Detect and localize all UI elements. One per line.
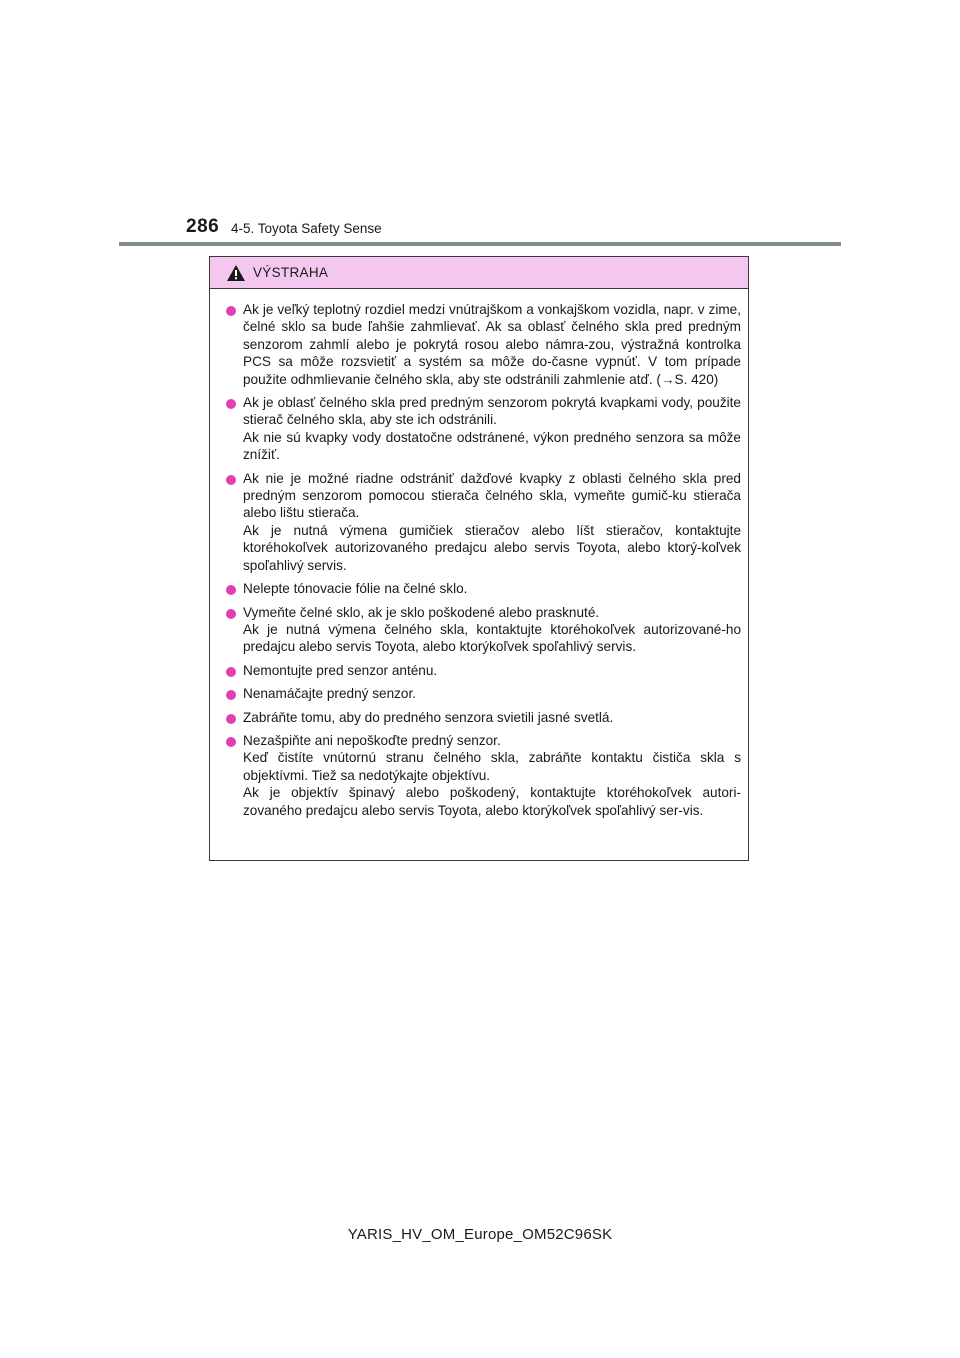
warning-item-paragraph: Nezašpiňte ani nepoškoďte predný senzor. [243,732,501,748]
warning-header [210,257,748,289]
warning-item-paragraph: Vymeňte čelné sklo, ak je sklo poškodené alebo prasknuté. [243,604,600,620]
warning-item [226,394,741,464]
warning-item-text [243,604,741,656]
header-divider [119,242,841,246]
warning-item [226,580,741,597]
warning-item [226,301,741,388]
page-number: 286 [186,216,220,237]
warning-item [226,709,741,726]
warning-item-text [243,685,741,702]
warning-item-paragraph: Nenamáčajte predný senzor. [243,686,417,702]
warning-item-paragraph: Keď čistíte vnútornú stranu čelného skla, zabráňte kontaktu čističa skla s objektívmi. Tiež sa nedotýkajte objektívu. [243,750,741,783]
warning-item [226,685,741,702]
bullet-icon [226,609,236,619]
bullet-icon [226,306,236,316]
warning-item-paragraph: Ak je nutná výmena čelného skla, kontaktujte ktoréhokoľvek autorizované-ho predajcu alebo servis Toyota, alebo ktorýkoľvek spoľahlivý servis. [243,621,741,655]
warning-item [226,604,741,656]
warning-item [226,470,741,574]
warning-item-text [243,709,741,726]
warning-item-paragraph: Ak je oblasť čelného skla pred predným senzorom pokrytá kvapkami vody, použite stierač čelného skla, aby ste ich odstránili. [243,395,741,428]
warning-item-text [243,580,741,597]
bullet-icon [226,737,236,747]
warning-item-paragraph: Ak nie sú kvapky vody dostatočne odstránené, výkon predného senzora sa môže znížiť. [243,429,741,463]
section-title: 4-5. Toyota Safety Sense [231,221,382,236]
warning-item [226,732,741,819]
warning-triangle-icon [226,264,246,282]
bullet-icon [226,690,236,700]
warning-item-paragraph: Ak nie je možné riadne odstrániť dažďové kvapky z oblasti čelného skla pred predným senzorom pomocou stierača čelného skla, vymeňte gumič-ku stierača alebo lištu stierača. [243,470,741,521]
bullet-icon [226,399,236,409]
bullet-icon [226,714,236,724]
bullet-icon [226,585,236,595]
warning-item-paragraph: Nemontujte pred senzor anténu. [243,662,438,678]
warning-item-text [243,301,741,388]
warning-item-paragraph: Ak je veľký teplotný rozdiel medzi vnútrajškom a vonkajškom vozidla, napr. v zime, čelné sklo sa bude ľahšie zahmlievať. Ak sa oblasť čelného skla pred predným senzorom zahmlí alebo je pokrytá rosou alebo námra-zou, výstražná kontrolka PCS sa môže rozsvietiť a systém sa môže do-časne vypnúť. V tom prípade použite odhmlievanie čelného skla, aby ste odstránili zahmlenie atď. (→S. 420) [243,302,741,387]
warning-item [226,662,741,679]
warning-list [210,289,748,819]
warning-item-paragraph: Ak je nutná výmena gumičiek stieračov alebo líšt stieračov, kontaktujte ktoréhokoľvek autorizovaného predajcu alebo servis Toyota, alebo ktorý-koľvek spoľahlivý servis. [243,522,741,573]
warning-item-text [243,394,741,464]
warning-title: VÝSTRAHA [253,265,329,280]
warning-item-paragraph: Zabráňte tomu, aby do predného senzora svietili jasné svetlá. [243,709,614,725]
warning-item-paragraph: Nelepte tónovacie fólie na čelné sklo. [243,581,468,597]
warning-item-text [243,732,741,819]
bullet-icon [226,667,236,677]
warning-item-paragraph: Ak je objektív špinavý alebo poškodený, kontaktujte ktoréhokoľvek autori-zovaného predajcu alebo servis Toyota, alebo ktorýkoľvek spoľahlivý ser-vis. [243,785,741,818]
warning-item-text [243,662,741,679]
document-code: YARIS_HV_OM_Europe_OM52C96SK [347,1226,613,1243]
warning-item-text [243,470,741,574]
bullet-icon [226,475,236,485]
warning-box [209,256,749,861]
